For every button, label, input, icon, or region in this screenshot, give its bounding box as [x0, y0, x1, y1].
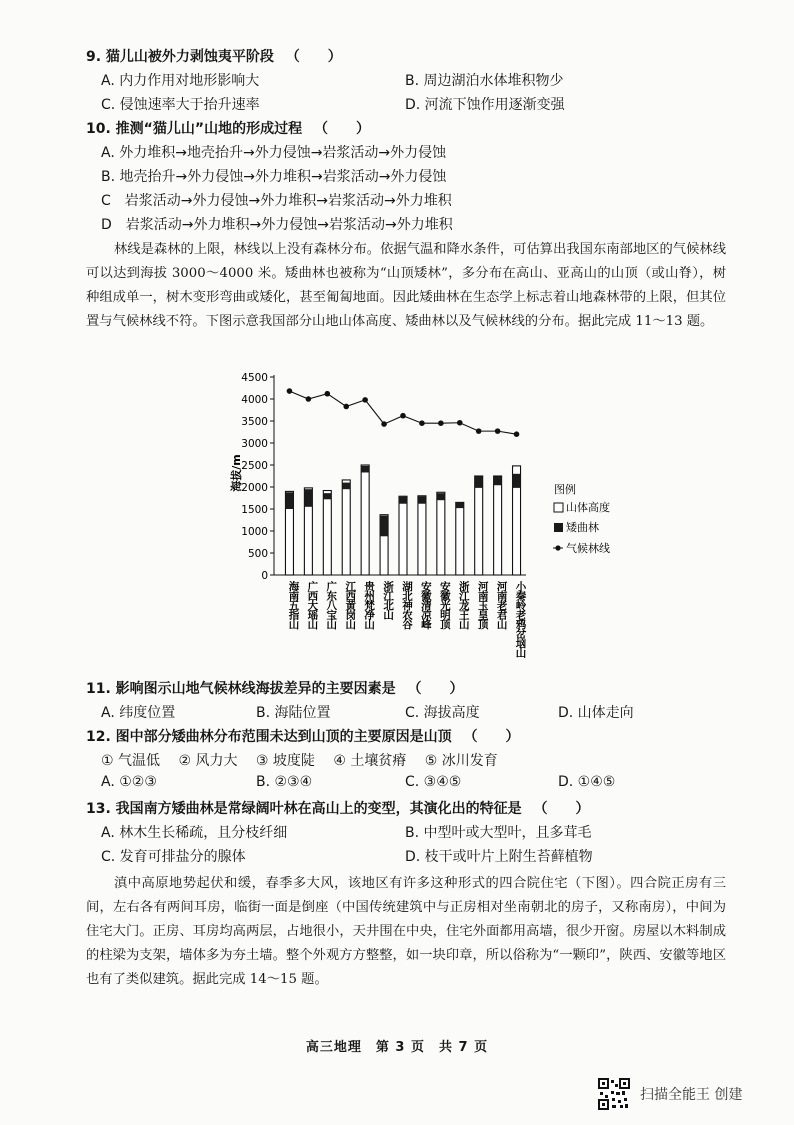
x-category-label: 安徽光明顶 — [438, 581, 451, 629]
bar-mountain-height — [437, 492, 445, 575]
y-tick-label: 4000 — [241, 394, 268, 406]
y-tick-label: 2500 — [241, 460, 268, 472]
bar-krummholz — [399, 497, 407, 504]
legend-title: 图例 — [554, 483, 576, 496]
bar-krummholz — [361, 466, 369, 473]
treeline-line — [289, 391, 516, 434]
q10-option-d: D 岩浆活动→外力堆积→外力侵蚀→岩浆活动→外力堆积 — [101, 217, 453, 233]
treeline-point — [287, 388, 293, 394]
scanner-watermark: 扫描全能王 创建 — [640, 1087, 743, 1103]
bar-mountain-height — [323, 491, 331, 575]
y-tick-label: 500 — [247, 548, 268, 560]
q9-option-d: D. 河流下蚀作用逐渐变强 — [405, 97, 565, 113]
legend-swatch-krummholz — [554, 523, 563, 532]
page-footer: 高三地理 第 3 页 共 7 页 — [305, 1040, 489, 1055]
q10-option-b: B. 地壳抬升→外力侵蚀→外力堆积→岩浆活动→外力侵蚀 — [101, 169, 447, 185]
passage-treeline: 林线是森林的上限，林线以上没有森林分布。依据气温和降水条件，可估算出我国东南部地区的气候林线可以达到海拔 3000～4000 米。矮曲林也被称为“山顶矮林”，多分布在高山、亚高山的山顶（或山脊），树种组成单一，树木变形弯曲或矮化，甚至匍匐地面。因此矮曲林在生态学上标志着山地森林带的上限，但其位置与气候林线不符。下图示意我国部分山地山体高度、矮曲林以及气候林线的分布。据此完成 11～13 题。 — [86, 242, 726, 329]
y-tick-label: 2000 — [241, 482, 268, 494]
treeline-point — [495, 428, 501, 434]
bar-mountain-height — [399, 496, 407, 575]
q12-option-b: B. ②③④ — [256, 774, 313, 790]
bar-krummholz — [456, 503, 464, 508]
q11-option-c: C. 海拔高度 — [405, 705, 480, 721]
bar-mountain-height — [456, 502, 464, 575]
q12-option-a: A. ①②③ — [101, 774, 157, 790]
passage-courtyard: 滇中高原地势起伏和缓，春季多大风，该地区有许多这种形式的四合院住宅（下图）。四合院正房有三间，左右各有两间耳房，临街一面是倒座（中国传统建筑中与正房相对坐南朝北的房子，又称南房），中间为住宅大门。正房、耳房均高两层，占地很小，天井围在中央，住宅外面都用高墙，很少开窗。房屋以木料制成的柱梁为支架，墙体多为夯土墙。整个外观方方整整，如一块印章，所以俗称为“一颗印”，陕西、安徽等地区也有了类似建筑。据此完成 14～15 题。 — [86, 876, 726, 987]
question-13-stem: 13. 我国南方矮曲林是常绿阔叶林在高山上的变型，其演化出的特征是 （ ） — [86, 801, 590, 817]
treeline-point — [362, 397, 368, 403]
q11-option-d: D. 山体走向 — [558, 705, 634, 721]
legend-swatch-mountain — [554, 503, 563, 512]
q13-option-b: B. 中型叶或大型叶，且多茸毛 — [405, 825, 592, 841]
treeline-point — [325, 391, 331, 397]
x-category-label: 河南玉皇顶 — [476, 581, 489, 629]
legend-label-mountain: 山体高度 — [566, 501, 610, 514]
legend-label-treeline: 气候林线 — [566, 542, 610, 555]
x-category-label: 安徽清凉峰 — [419, 581, 432, 629]
q11-option-a: A. 纬度位置 — [101, 705, 176, 721]
treeline-point — [476, 428, 482, 434]
x-category-label: 广西大瑶山 — [306, 581, 319, 629]
y-tick-label: 1500 — [241, 504, 268, 516]
q12-items: ① 气温低 ② 风力大 ③ 坡度陡 ④ 土壤贫瘠 ⑤ 冰川发育 — [101, 753, 498, 769]
q11-option-b: B. 海陆位置 — [256, 705, 331, 721]
x-category-label: 浙江龙王山 — [457, 581, 470, 629]
question-11-stem: 11. 影响图示山地气候林线海拔差异的主要因素是 （ ） — [86, 681, 464, 697]
legend-label-krummholz: 矮曲林 — [566, 521, 599, 534]
x-category-label: 湖北神农谷 — [401, 581, 413, 629]
bar-krummholz — [380, 516, 388, 537]
y-tick-label: 3500 — [241, 416, 268, 428]
treeline-point — [381, 421, 387, 427]
x-category-label: 河南老君山 — [495, 581, 508, 629]
treeline-point — [343, 404, 349, 410]
y-axis-label: 海拔/m — [230, 454, 243, 492]
bar-mountain-height — [418, 496, 426, 575]
treeline-point — [438, 420, 444, 426]
bar-krummholz — [342, 483, 350, 490]
treeline-point — [514, 431, 520, 437]
q10-option-a: A. 外力堆积→地壳抬升→外力侵蚀→岩浆活动→外力侵蚀 — [101, 145, 447, 161]
x-category-label: 海南五指山 — [287, 581, 300, 629]
bar-krummholz — [437, 493, 445, 500]
q9-option-b: B. 周边湖泊水体堆积物少 — [405, 73, 564, 89]
q10-option-c: C 岩浆活动→外力侵蚀→外力堆积→岩浆活动→外力堆积 — [101, 193, 452, 209]
q13-option-c: C. 发育可排盐分的腺体 — [101, 849, 246, 865]
treeline-point — [419, 420, 425, 426]
altitude-chart — [210, 365, 650, 675]
y-tick-label: 3000 — [241, 438, 268, 450]
q9-option-c: C. 侵蚀速率大于抬升速率 — [101, 97, 260, 113]
bar-mountain-height — [494, 476, 502, 575]
question-12-stem: 12. 图中部分矮曲林分布范围未达到山顶的主要原因是山顶 （ ） — [86, 729, 520, 745]
bar-mountain-height — [342, 480, 350, 575]
bar-krummholz — [285, 492, 293, 509]
bar-krummholz — [494, 476, 502, 485]
bar-krummholz — [323, 493, 331, 499]
q13-option-a: A. 林木生长稀疏，且分枝纤细 — [101, 825, 288, 841]
treeline-point — [400, 413, 406, 419]
bar-mountain-height — [475, 476, 483, 575]
q13-option-d: D. 枝干或叶片上附生苔藓植物 — [405, 849, 593, 865]
bar-krummholz — [304, 489, 312, 507]
bar-krummholz — [475, 476, 483, 487]
y-tick-label: 0 — [261, 570, 268, 582]
y-tick-label: 1000 — [241, 526, 268, 538]
bar-mountain-height — [361, 465, 369, 575]
q12-option-d: D. ①④⑤ — [558, 774, 616, 790]
bar-krummholz — [513, 474, 521, 488]
treeline-point — [457, 420, 463, 426]
x-category-label: 江西黄岗山 — [344, 581, 357, 629]
chart-legend — [553, 482, 610, 555]
q12-option-c: C. ③④⑤ — [405, 774, 462, 790]
bar-krummholz — [418, 496, 426, 503]
q9-option-a: A. 内力作用对地形影响大 — [101, 73, 260, 89]
treeline-point — [306, 396, 312, 402]
y-tick-label: 4500 — [241, 372, 268, 384]
question-10-stem: 10. 推测“猫儿山”山地的形成过程 （ ） — [86, 121, 370, 137]
x-category-label: 小秦岭老鸦岔垴山 — [514, 581, 527, 657]
x-category-label: 贵州梵净山 — [363, 581, 376, 629]
qr-code-icon — [598, 1078, 630, 1110]
x-category-label: 广东八宝山 — [325, 581, 338, 629]
x-category-label: 浙江北山 — [382, 581, 395, 619]
question-9-stem: 9. 猫儿山被外力剥蚀夷平阶段 （ ） — [86, 49, 342, 65]
